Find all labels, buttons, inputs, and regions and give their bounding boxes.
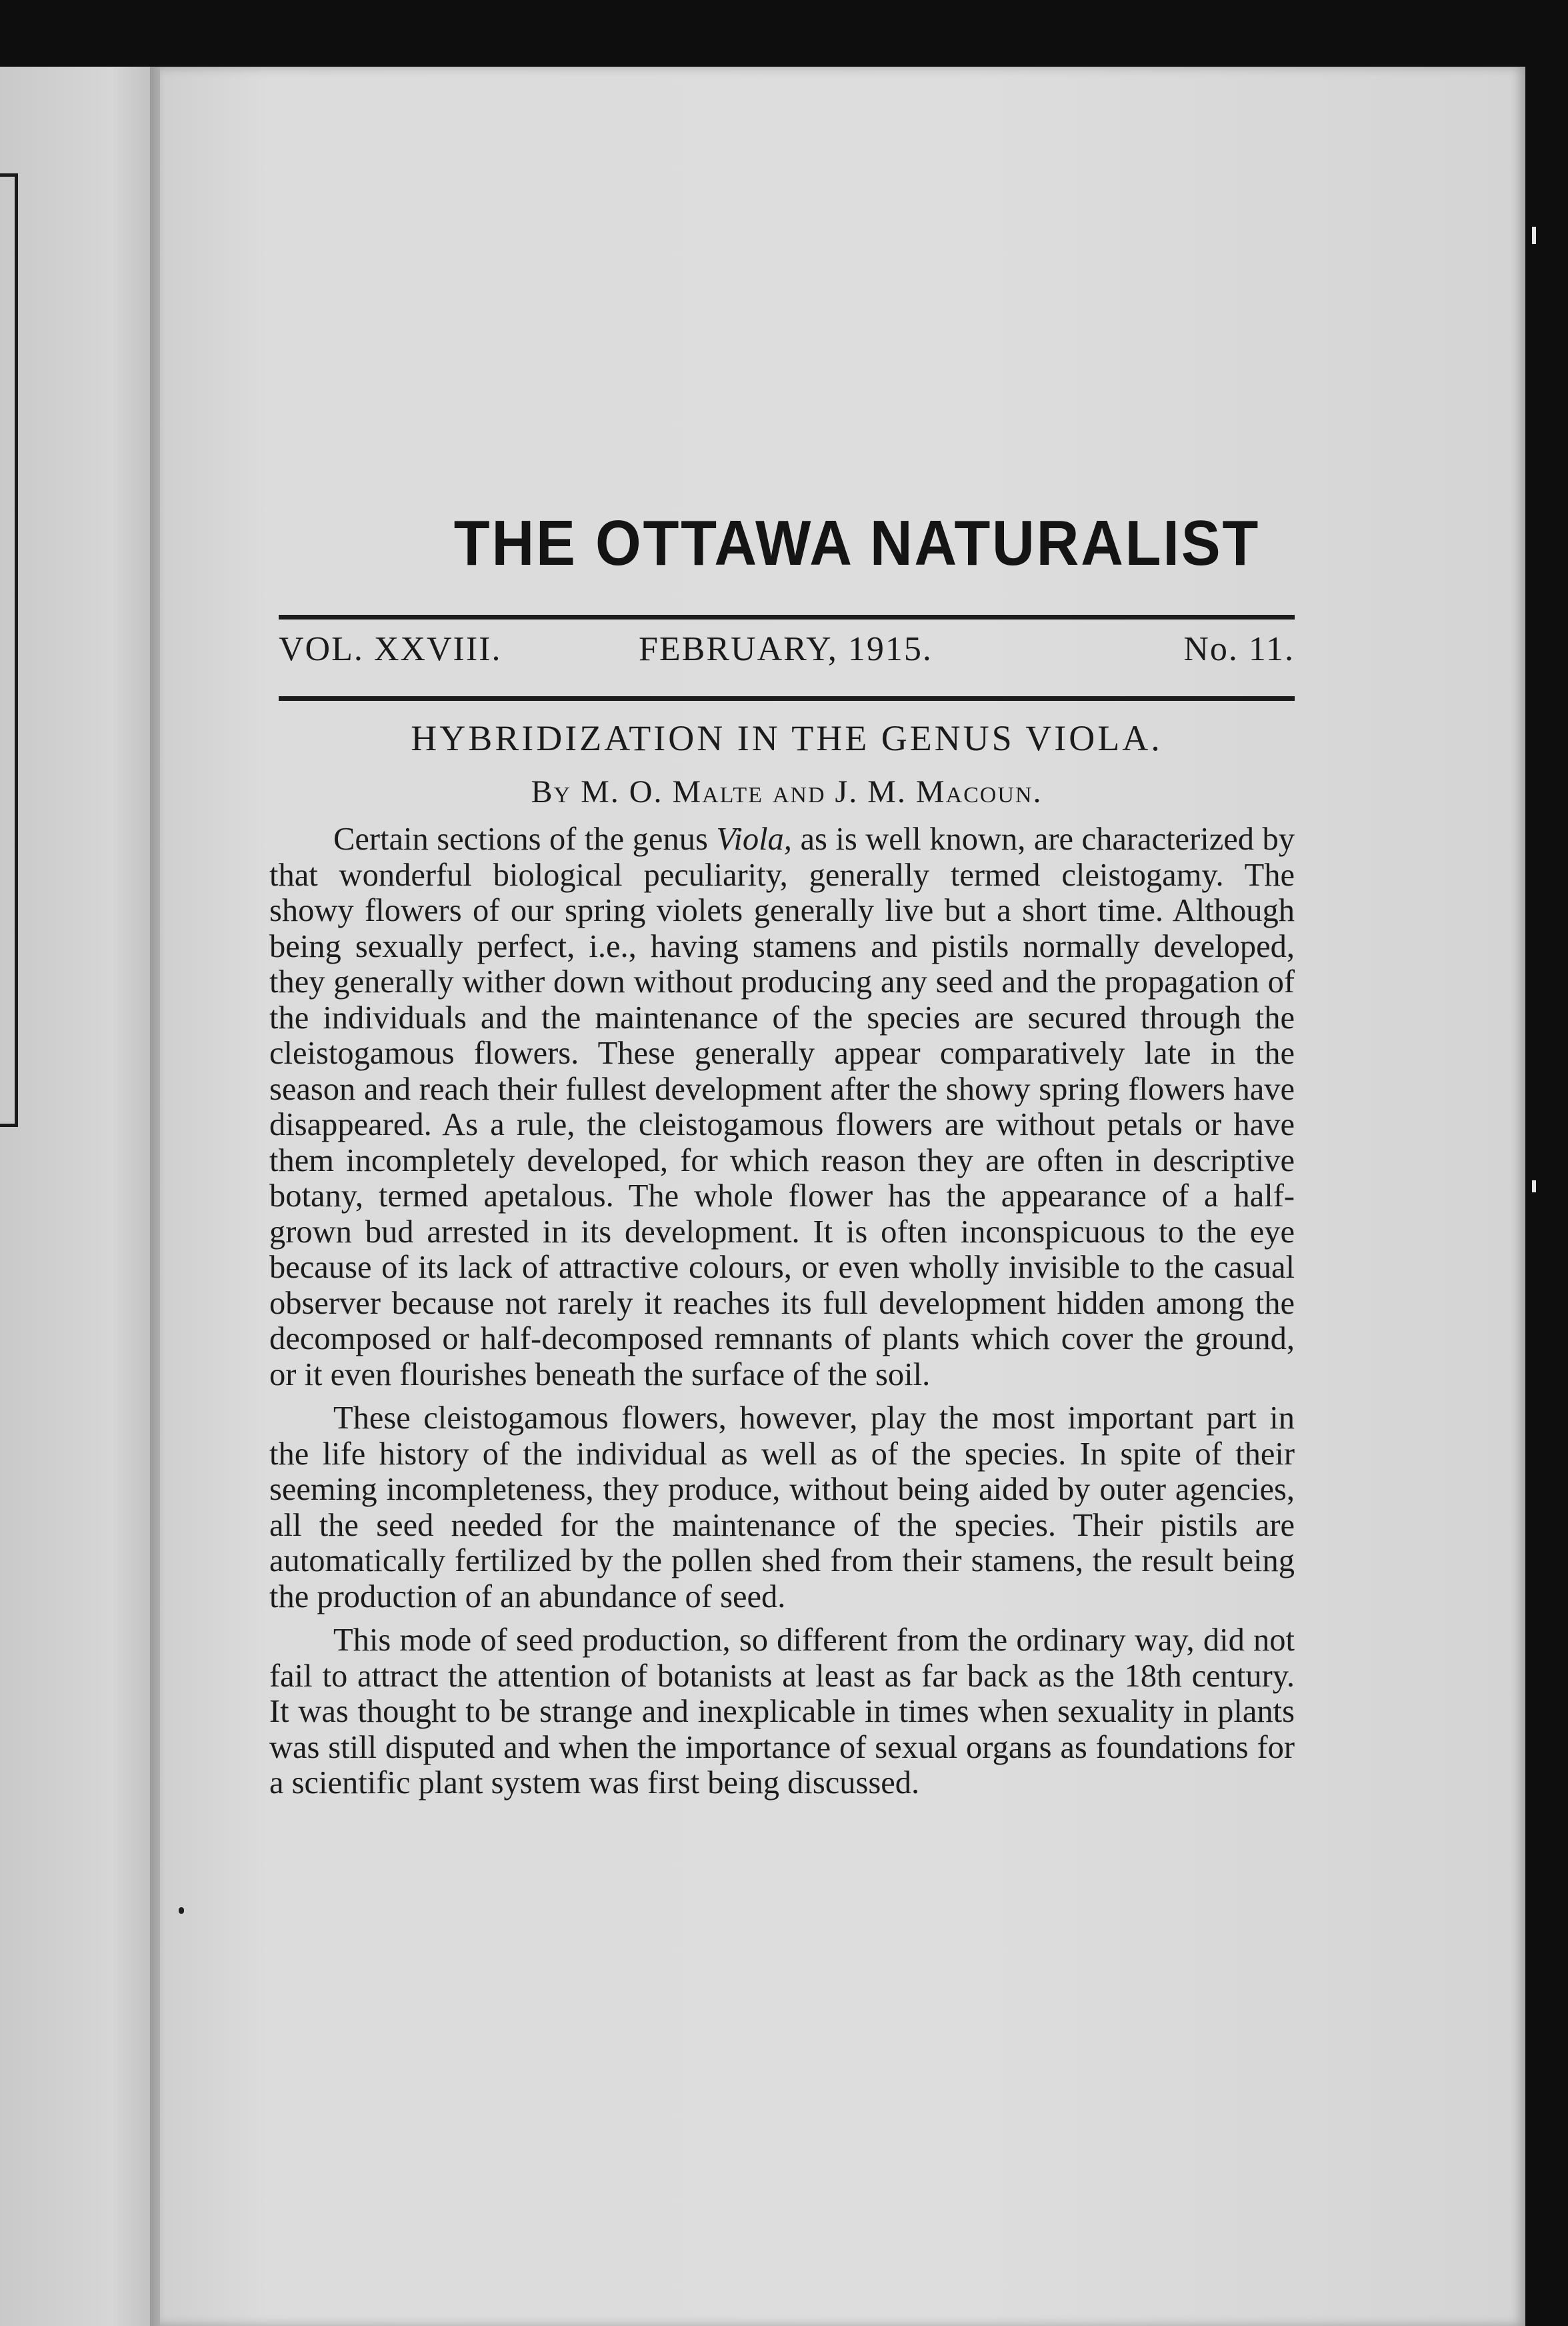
- paragraph-text: as is well known, are characterized by that wonderful biological peculiarity, generally termed cleistogamy. The showy flowers of our spring violets generally live but a short time. Although being sexually perfect, i.e., having stamens and pistils normally developed, they generally wither down without producing any seed and the propagation of the individuals and the maintenance of the species are secured through the cleistogamous flowers. These generally appear comparatively late in the season and reach their fullest development after the showy spring flowers have disappeared. As a rule, the cleistogamous flowers are without petals or have them incompletely developed, for which reason they are often in descriptive botany, termed apetalous. The whole flower has the appearance of a half-grown bud arrested in its development. It is often inconspicuous to the eye because of its lack of attractive colours, or even wholly invisible to the casual observer because not rarely it reaches its full development hidden among the decomposed or half-decomposed remnants of plants which cover the ground, or it even flourishes beneath the surface of the soil.: [269, 822, 1295, 1392]
- facing-page: [0, 67, 160, 2326]
- paragraph: These cleistogamous flowers, however, play the most important part in the life history of the individual as well as of the species. In spite of their seeming incompleteness, they produce, without being aided by outer agencies, all the seed needed for the maintenance of the species. Their pistils are automatically fertilized by the pollen shed from their stamens, the result being the production of an abundance of seed.: [269, 1400, 1295, 1614]
- facing-page-border: [0, 173, 18, 1127]
- article-byline: By M. O. Malte and J. M. Macoun.: [531, 774, 1043, 810]
- genus-name: Viola,: [716, 822, 792, 857]
- issue-date: FEBRUARY, 1915.: [639, 630, 933, 668]
- header-rule-bottom: [279, 696, 1295, 701]
- page-edge-mark: [1532, 1180, 1536, 1192]
- ink-speck: [179, 1907, 184, 1914]
- volume-label: VOL. XXVIII.: [279, 630, 502, 668]
- page-edge-mark: [1532, 227, 1536, 244]
- paragraph-text: Certain sections of the genus: [333, 822, 717, 857]
- header-rule-top: [279, 615, 1295, 620]
- article-body: [269, 822, 1295, 1809]
- paragraph: This mode of seed production, so different from the ordinary way, did not fail to attract the attention of botanists at least as far back as the 18th century. It was thought to be strange and inexplicable in times when sexuality in plants was still disputed and when the importance of sexual organs as foundations for a scientific plant system was first being discussed.: [269, 1622, 1295, 1801]
- issue-line: [279, 630, 1295, 683]
- article-title: HYBRIDIZATION IN THE GENUS VIOLA.: [411, 718, 1163, 758]
- journal-title: THE OTTAWA NATURALIST: [453, 507, 1261, 579]
- issue-number: No. 11.: [1183, 630, 1295, 668]
- paragraph: [269, 822, 1295, 1392]
